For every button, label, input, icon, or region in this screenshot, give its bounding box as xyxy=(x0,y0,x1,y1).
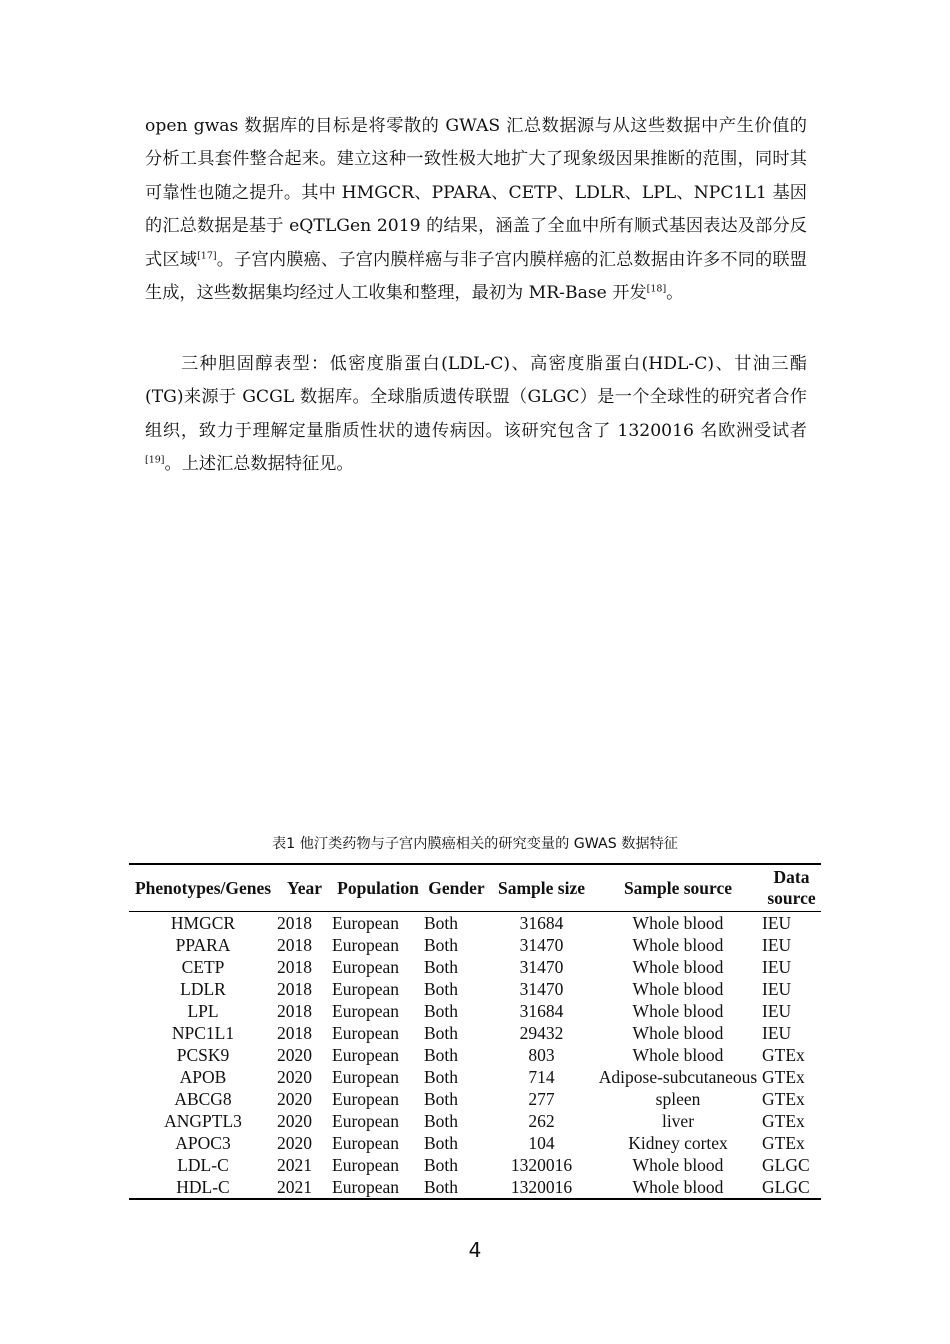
paragraph-text: open gwas 数据库的目标是将零散的 GWAS 汇总数据源与从这些数据中产生价值的分析工具套件整合起来。建立这种一致性极大地扩大了现象级因果推断的范围，同时其可靠性也随之提升。其中 HMGCR、PPARA、CETP、LDLR、LPL、NPC1L1 基因的汇总数据是基于 eQTLGen 2019 的结果，涵盖了全血中所有顺式基因表达及部分反式区域 xyxy=(145,116,807,270)
cell-sample-size: 1320016 xyxy=(510,1177,573,1197)
cell-data-source: IEU xyxy=(762,935,792,955)
cell-sample-size: 31470 xyxy=(519,979,564,999)
cell-phenotype: LPL xyxy=(187,1001,219,1021)
cell-gender: Both xyxy=(424,1001,459,1021)
table-row xyxy=(129,1000,821,1022)
cell-phenotype: LDLR xyxy=(180,979,226,999)
cell-phenotype: ANGPTL3 xyxy=(164,1111,242,1131)
cell-year: 2020 xyxy=(277,1045,312,1065)
cell-sample-source: Whole blood xyxy=(632,1023,724,1043)
cell-phenotype: ABCG8 xyxy=(174,1089,232,1109)
cell-sample-size: 31470 xyxy=(519,957,564,977)
cell-population: European xyxy=(332,935,400,955)
header-gender: Gender xyxy=(428,877,485,898)
table-row xyxy=(129,1110,821,1132)
cell-population: European xyxy=(332,1133,400,1153)
cell-year: 2018 xyxy=(277,913,312,933)
header-year: Year xyxy=(287,877,322,898)
cell-phenotype: HDL-C xyxy=(176,1177,230,1197)
cell-data-source: IEU xyxy=(762,1023,792,1043)
cell-sample-source: Whole blood xyxy=(632,913,724,933)
cell-sample-size: 31684 xyxy=(519,913,564,933)
cell-phenotype: NPC1L1 xyxy=(171,1023,235,1043)
cell-phenotype: APOC3 xyxy=(175,1133,231,1153)
table-row xyxy=(129,1044,821,1066)
cell-sample-source: spleen xyxy=(655,1089,701,1109)
cell-gender: Both xyxy=(424,1155,459,1175)
cell-year: 2018 xyxy=(277,1023,312,1043)
cell-population: European xyxy=(332,913,400,933)
header-sample-source: Sample source xyxy=(623,877,733,898)
cell-phenotype: PPARA xyxy=(175,935,231,955)
cell-sample-source: Whole blood xyxy=(632,1045,724,1065)
table-row xyxy=(129,1088,821,1110)
cell-year: 2021 xyxy=(277,1155,312,1175)
cell-sample-size: 31470 xyxy=(519,935,564,955)
citation-18: [18] xyxy=(646,283,667,295)
cell-sample-source: Whole blood xyxy=(632,957,724,977)
cell-data-source: IEU xyxy=(762,979,792,999)
table-header-row xyxy=(129,864,821,912)
cell-sample-size: 262 xyxy=(528,1111,555,1131)
cell-gender: Both xyxy=(424,1133,459,1153)
citation-19: [19] xyxy=(145,454,165,466)
cell-year: 2021 xyxy=(277,1177,312,1197)
table-row xyxy=(129,1066,821,1088)
cell-sample-source: Whole blood xyxy=(632,1155,724,1175)
table-row xyxy=(129,956,821,978)
cell-phenotype: LDL-C xyxy=(177,1155,229,1175)
cell-population: European xyxy=(332,1045,400,1065)
cell-gender: Both xyxy=(424,1089,459,1109)
paragraph-text: 三种胆固醇表型：低密度脂蛋白(LDL-C)、高密度脂蛋白(HDL-C)、甘油三酯(TG)来源于 GCGL 数据库。全球脂质遗传联盟（GLGC）是一个全球性的研究者合作组织，致力于理解定量脂质性状的遗传病因。该研究包含了 1320016 名欧洲受试者 xyxy=(145,354,807,441)
cell-population: European xyxy=(332,979,400,999)
paragraph-text: 。子宫内膜癌、子宫内膜样癌与非子宫内膜样癌的汇总数据由许多不同的联盟生成，这些数据集均经过人工收集和整理，最初为 MR-Base 开发 xyxy=(145,249,807,304)
cell-data-source: IEU xyxy=(762,913,792,933)
cell-population: European xyxy=(332,1067,400,1087)
cell-data-source: GTEx xyxy=(762,1089,805,1109)
page-number: 4 xyxy=(468,1238,482,1262)
cell-sample-source: Whole blood xyxy=(632,1177,724,1197)
table-row xyxy=(129,1176,821,1199)
paragraph-cholesterol xyxy=(145,348,807,482)
cell-data-source: GTEx xyxy=(762,1045,805,1065)
cell-gender: Both xyxy=(424,957,459,977)
table-row xyxy=(129,912,821,935)
paragraph-open-gwas xyxy=(145,110,807,310)
cell-data-source: GLGC xyxy=(762,1155,810,1175)
cell-population: European xyxy=(332,1023,400,1043)
cell-data-source: IEU xyxy=(762,957,792,977)
cell-phenotype: PCSK9 xyxy=(176,1045,230,1065)
gwas-data-table xyxy=(129,863,821,1200)
cell-sample-source: liver xyxy=(661,1111,695,1131)
cell-gender: Both xyxy=(424,1023,459,1043)
cell-sample-source: Whole blood xyxy=(632,979,724,999)
paragraph-text: 。 xyxy=(666,283,684,304)
citation-17: [17] xyxy=(197,249,217,261)
cell-data-source: GTEx xyxy=(762,1133,805,1153)
cell-year: 2018 xyxy=(277,979,312,999)
cell-year: 2018 xyxy=(277,957,312,977)
table-caption: 表1 他汀类药物与子宫内膜癌相关的研究变量的 GWAS 数据特征 xyxy=(271,836,678,852)
cell-gender: Both xyxy=(424,979,459,999)
table-row xyxy=(129,1154,821,1176)
header-population: Population xyxy=(337,877,419,898)
cell-population: European xyxy=(332,1155,400,1175)
cell-phenotype: CETP xyxy=(181,957,225,977)
cell-population: European xyxy=(332,957,400,977)
cell-population: European xyxy=(332,1177,400,1197)
cell-year: 2020 xyxy=(277,1089,312,1109)
cell-year: 2020 xyxy=(277,1111,312,1131)
header-sample-size: Sample size xyxy=(497,877,585,898)
cell-year: 2018 xyxy=(277,1001,312,1021)
cell-data-source: GLGC xyxy=(762,1177,810,1197)
table-row xyxy=(129,934,821,956)
cell-population: European xyxy=(332,1111,400,1131)
cell-year: 2020 xyxy=(277,1133,312,1153)
cell-gender: Both xyxy=(424,1067,459,1087)
cell-sample-source: Kidney cortex xyxy=(628,1133,728,1153)
cell-sample-size: 803 xyxy=(528,1045,555,1065)
cell-phenotype: HMGCR xyxy=(170,913,236,933)
table-row xyxy=(129,1022,821,1044)
cell-data-source: GTEx xyxy=(762,1111,805,1131)
cell-sample-source: Whole blood xyxy=(632,935,724,955)
cell-sample-size: 277 xyxy=(528,1089,555,1109)
cell-population: European xyxy=(332,1001,400,1021)
paragraph-text: 。上述汇总数据特征见。 xyxy=(164,454,354,475)
cell-data-source: GTEx xyxy=(762,1067,805,1087)
header-data-source: Data source xyxy=(767,867,816,908)
cell-gender: Both xyxy=(424,935,459,955)
cell-sample-size: 104 xyxy=(528,1133,555,1153)
cell-gender: Both xyxy=(424,1045,459,1065)
cell-gender: Both xyxy=(424,913,459,933)
cell-gender: Both xyxy=(424,1177,459,1197)
header-phenotypes-genes: Phenotypes/Genes xyxy=(134,877,272,898)
table-row xyxy=(129,978,821,1000)
cell-sample-size: 714 xyxy=(528,1067,555,1087)
cell-year: 2018 xyxy=(277,935,312,955)
cell-sample-source: Adipose-subcutaneous xyxy=(598,1067,758,1087)
cell-sample-size: 29432 xyxy=(519,1023,564,1043)
cell-gender: Both xyxy=(424,1111,459,1131)
cell-data-source: IEU xyxy=(762,1001,792,1021)
table-row xyxy=(129,1132,821,1154)
cell-sample-size: 31684 xyxy=(519,1001,564,1021)
cell-phenotype: APOB xyxy=(179,1067,227,1087)
cell-year: 2020 xyxy=(277,1067,312,1087)
cell-sample-size: 1320016 xyxy=(510,1155,573,1175)
cell-population: European xyxy=(332,1089,400,1109)
cell-sample-source: Whole blood xyxy=(632,1001,724,1021)
